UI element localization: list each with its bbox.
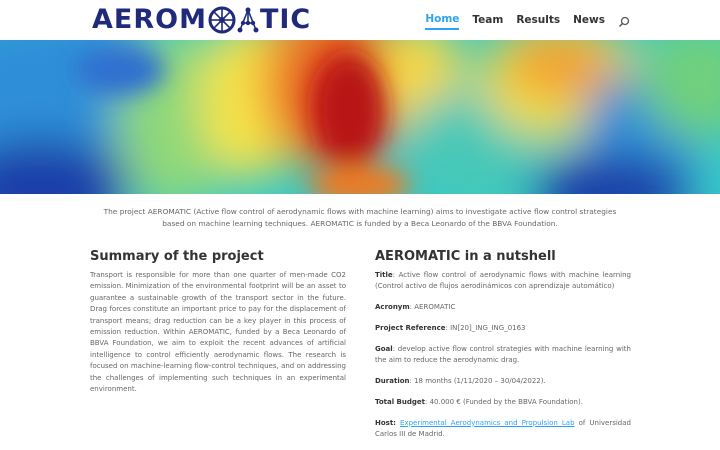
- nav-home[interactable]: Home: [425, 13, 459, 30]
- logo-a-network-icon: [237, 6, 259, 34]
- item-value: : 40.000 € (Funded by the BBVA Foundation).: [425, 397, 583, 406]
- flow-field-image: [0, 40, 720, 194]
- host-lab-link[interactable]: Experimental Aerodynamics and Propulsion Lab: [400, 418, 575, 427]
- summary-title: Summary of the project: [90, 249, 264, 264]
- summary-section: [90, 248, 346, 395]
- item-label: Project Reference: [375, 324, 446, 332]
- site-logo[interactable]: [92, 5, 311, 35]
- item-label: Acronym: [375, 303, 410, 312]
- nutshell-section: [375, 248, 631, 450]
- search-icon[interactable]: [618, 16, 630, 28]
- site-header: [0, 0, 720, 40]
- nav-news[interactable]: News: [573, 14, 605, 26]
- item-label: Total Budget: [375, 397, 425, 406]
- item-value: : Active flow control of aerodynamic flows with machine learning (Control activo de flujos aerodinámicos con aprendizaje automático): [375, 271, 631, 291]
- nav-team[interactable]: Team: [472, 14, 504, 26]
- item-label: Goal: [375, 344, 393, 353]
- nutshell-item-acronym: [375, 302, 631, 313]
- item-label: Title: [375, 271, 393, 279]
- hero-flow-image: [0, 40, 720, 194]
- nutshell-item-goal: [375, 344, 631, 367]
- nutshell-item-title: [375, 270, 631, 293]
- nutshell-item-reference: [375, 323, 631, 334]
- summary-text: Transport is responsible for more than one quarter of men-made CO2 emission. Minimization of the environmental footprint will be an asset to guarantee a sustainable growth of the transport sector in the future. Drag forces constitute an important price to pay for the displacement of transport means; drag reduction can be a key player in this process of emission reduction. Within AEROMATIC, funded by a Beca Leonardo of BBVA Foundation, we aim to exploit the recent advances of artificial intelligence to control efficiently aerodynamic flows. The research is focused on machine-learning flow-control techniques, and on addressing the challenges of implementing such techniques in an experimental environment.: [90, 271, 346, 394]
- item-value: : 18 months (1/11/2020 – 30/04/2022).: [409, 377, 546, 385]
- main-nav: [412, 13, 630, 30]
- item-value: : AEROMATIC: [409, 303, 456, 312]
- logo-turbine-icon: [208, 6, 236, 34]
- item-label: Host:: [375, 418, 396, 427]
- nutshell-item-duration: [375, 376, 631, 387]
- item-value: : develop active flow control strategies with machine learning with the aim to reduce the aerodynamic drag.: [375, 344, 631, 365]
- nutshell-item-budget: [375, 397, 631, 408]
- logo-text-start: AEROM: [92, 4, 207, 35]
- intro-text: The project AEROMATIC (Active flow control of aerodynamic flows with machine learning) aims to investigate active flow control strategies based on machine learning techniques. AEROMATIC is funded by a Beca Leonardo of the BBVA Foundation.: [103, 207, 617, 228]
- item-label: Duration: [375, 377, 410, 385]
- item-value: : IN[20]_ING_ING_0163: [445, 324, 526, 332]
- item-value: of Universidad Carlos III de Madrid.: [375, 418, 631, 438]
- logo-text-end: TIC: [259, 4, 312, 35]
- nutshell-title: AEROMATIC in a nutshell: [375, 249, 556, 264]
- nav-results[interactable]: Results: [516, 14, 561, 26]
- nutshell-item-host: [375, 418, 631, 441]
